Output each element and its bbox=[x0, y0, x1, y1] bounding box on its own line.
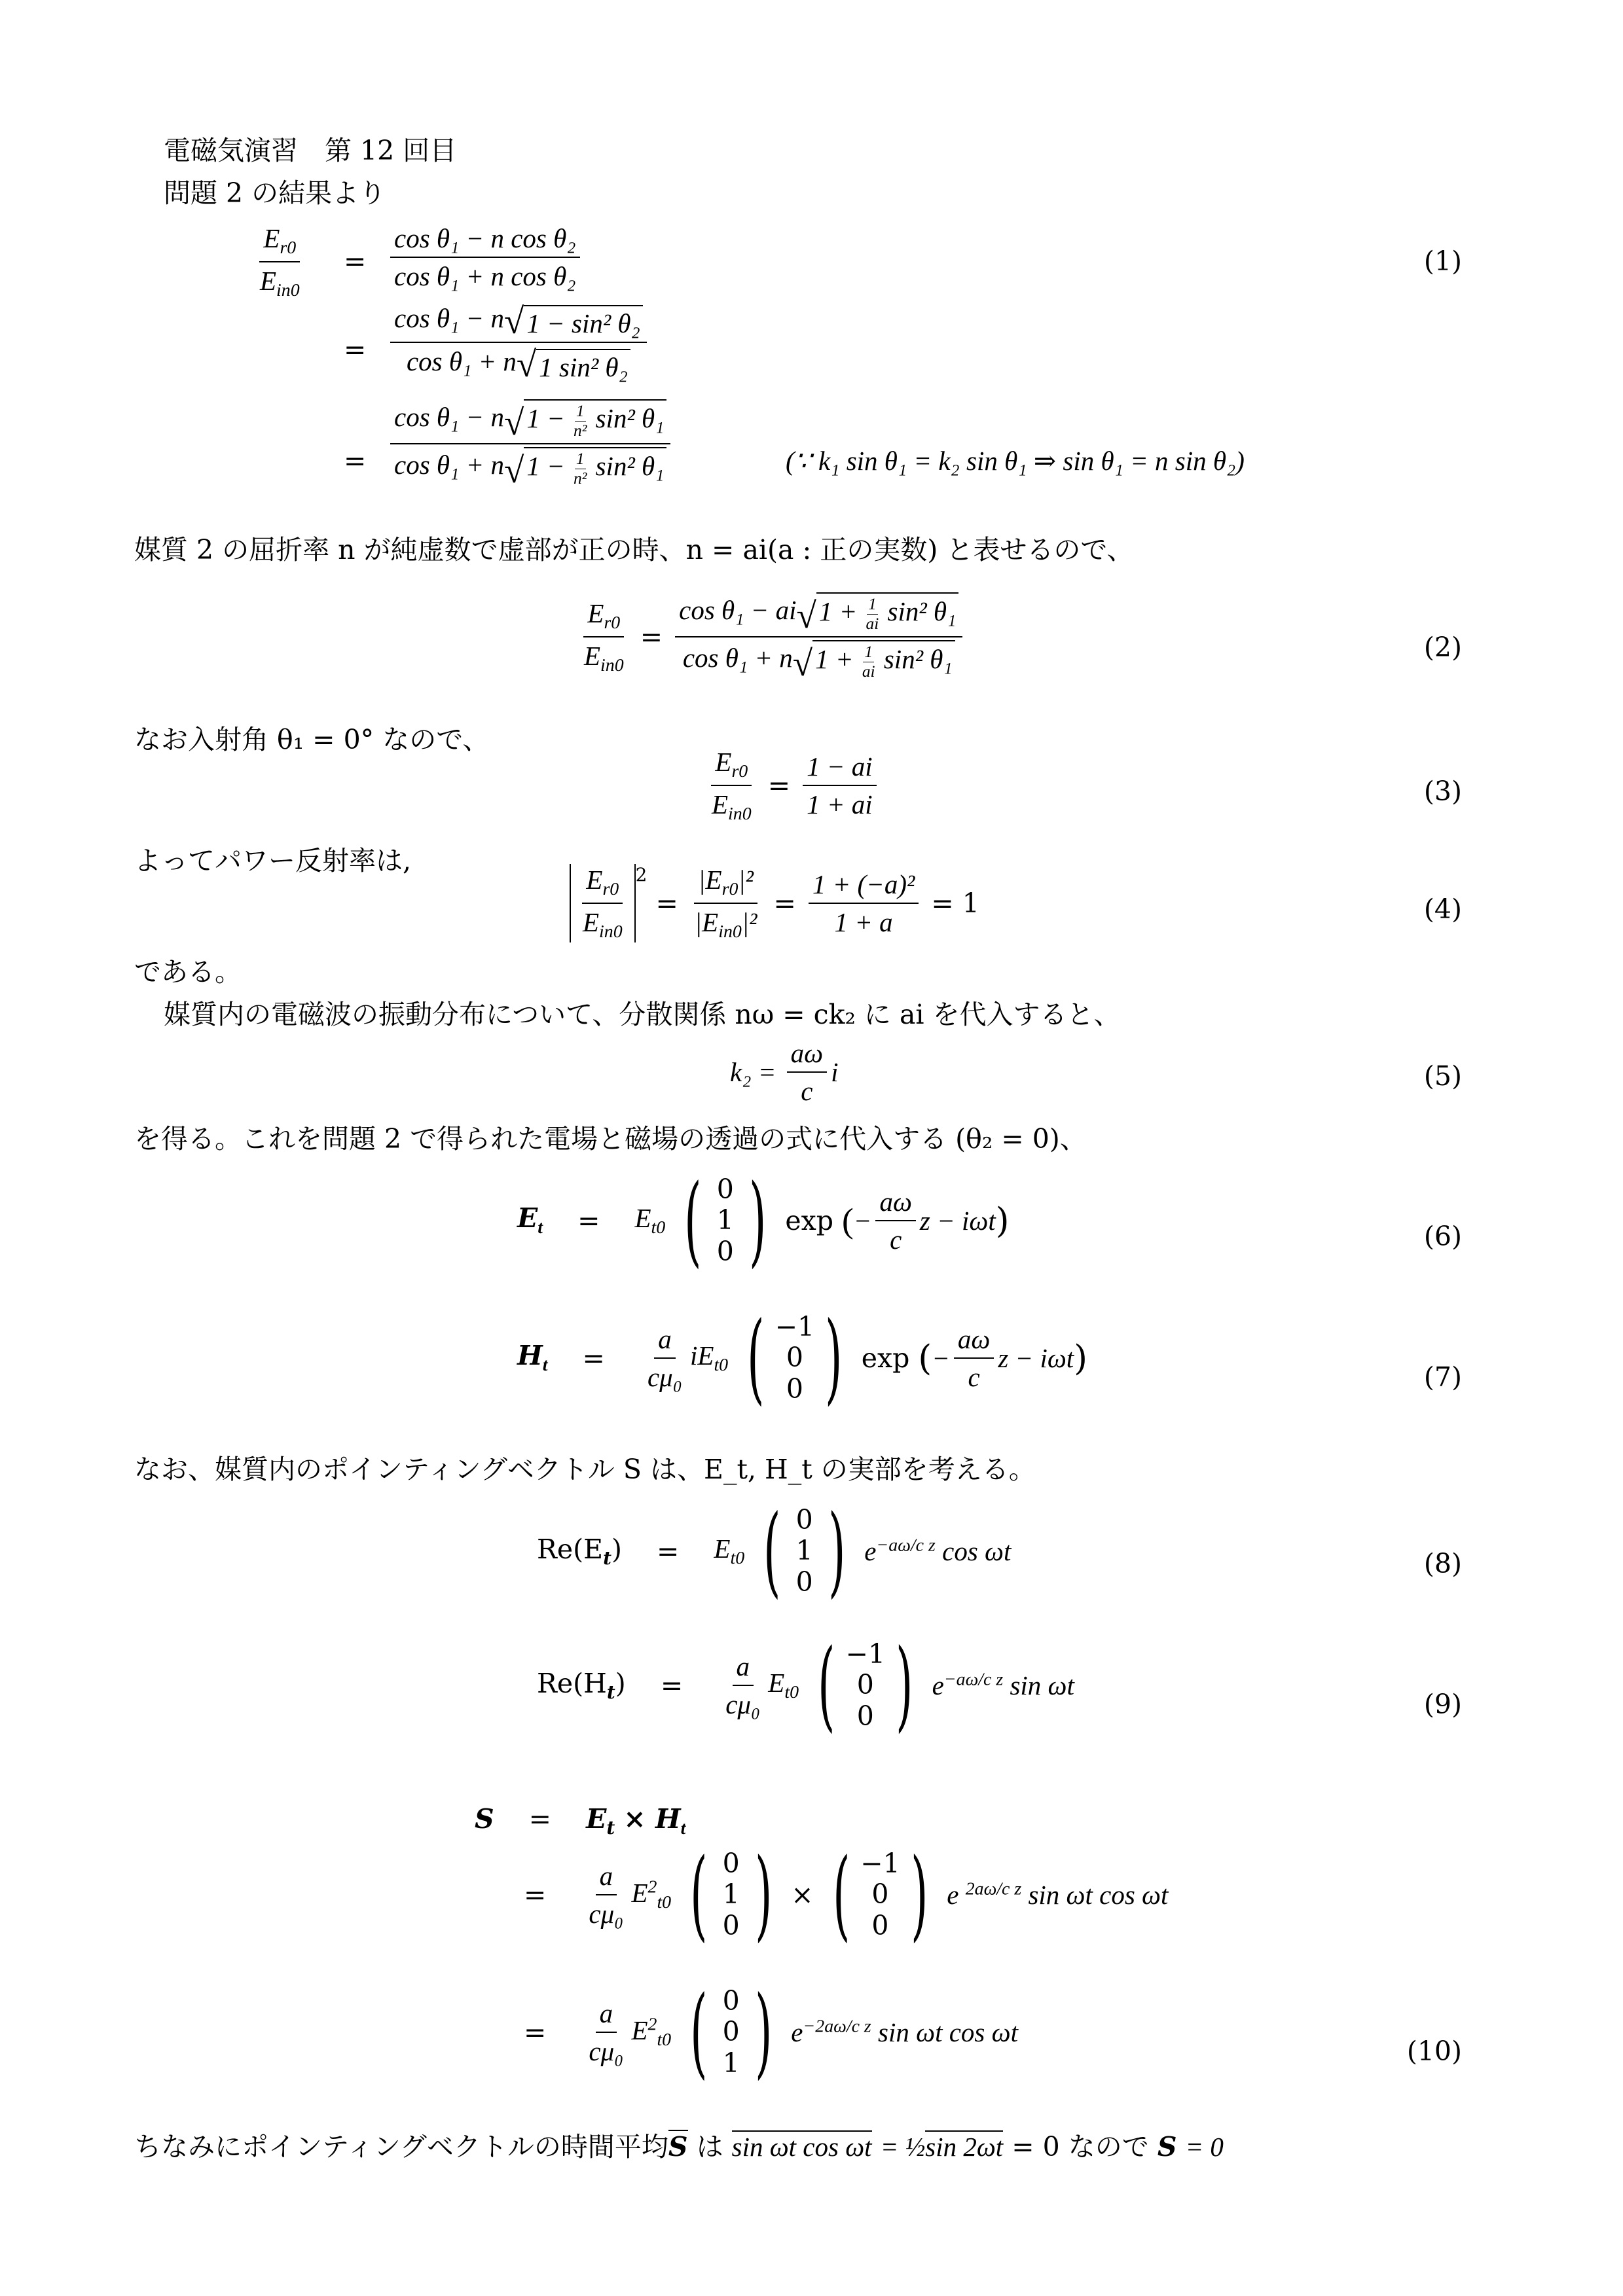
eq1-step2: cos θ₁ − n √ 1 − sin² θ₂ cos θ₁ + n √ 1 sin² θ₂ bbox=[386, 302, 651, 383]
eq5-number: (5) bbox=[1423, 1060, 1462, 1092]
document-title: 電磁気演習 第 12 回目 bbox=[164, 135, 457, 166]
eq5: k₂ = $\frac{a\omega}{c}$ i bbox=[730, 1038, 839, 1106]
paragraph-3: よってパワー反射率は, bbox=[134, 845, 412, 876]
eq9-number: (9) bbox=[1423, 1689, 1462, 1720]
eq10-line2: = $\frac{a}{\text{cμ₀}}$ $E^2_{t0}$ ( 0 1 0 ) × ( −1 0 0 ) e $^{2a\omega/c z}$ sin ωt cos ωt bbox=[524, 1838, 1169, 1952]
eq4-number: (4) bbox=[1423, 893, 1462, 925]
paragraph-6: を得る。これを問題 2 で得られた電場と磁場の透過の式に代入する (θ₂ = 0)、 bbox=[134, 1123, 1087, 1155]
intro-line: 問題 2 の結果より bbox=[164, 177, 386, 209]
eq4: $\frac{E_{r0}}{E_{in0}}$ $^2$ = $\frac{|E_{r0}|^2}{|E_{in0}|^2}$ = $\frac{\text{1 + (−a)²}}{1 + a}$ = 1 bbox=[570, 864, 979, 942]
paragraph-8: ちなみにポインティングベクトルの時間平均S は sin ωt cos ωt = ½sin 2ωt = 0 なので S = 0 bbox=[134, 2131, 1224, 2162]
paragraph-2: なお入射角 θ₁ = 0° なので、 bbox=[134, 724, 490, 755]
paragraph-1: 媒質 2 の屈折率 n が純虚数で虚部が正の時、n = ai(a : 正の実数) と表せるので、 bbox=[134, 534, 1134, 565]
eq1-reason: (∵ k₁ sin θ₁ = k₂ sin θ₁ ⇒ sin θ₁ = n sin θ₂) bbox=[786, 446, 1245, 476]
eq1-step1: $\frac{\text{cos θ₁ − n cos θ₂}}{\text{cos θ₁ + n cos θ₂}}$ bbox=[386, 223, 584, 292]
paragraph-4: である。 bbox=[134, 956, 242, 988]
eq10-line1: $S = E_t \times H_t$ bbox=[475, 1803, 686, 1839]
eq7: $H_t$ = $\frac{a}{\text{cμ₀}}$ $iE_{t0}$ ( −1 0 0 ) exp (− $\frac{a\omega}{c}$ z − iωt) bbox=[517, 1301, 1087, 1415]
eq1-equals-2: = bbox=[344, 334, 367, 365]
eq8-number: (8) bbox=[1423, 1548, 1462, 1579]
eq2-number: (2) bbox=[1423, 632, 1462, 663]
eq6-number: (6) bbox=[1423, 1221, 1462, 1252]
eq1-number: (1) bbox=[1423, 245, 1462, 277]
eq9: $Re(H_t)$ = $\frac{a}{\text{cμ₀}}$ $E_{t0}$ ( −1 0 0 ) $e^{-a\omega/c z}$ sin ωt bbox=[537, 1628, 1074, 1742]
eq1-step3: cos θ₁ − n √ 1 − $\frac{1}{\text{n²}}$ sin² θ₁ cos θ₁ + n √ 1 − $\frac{1}{\text{n²}}$ sin² θ₁ bbox=[386, 399, 674, 488]
paragraph-7: なお、媒質内のポインティングベクトル S は、E_t, H_t の実部を考える。 bbox=[134, 1454, 1036, 1485]
eq10-number: (10) bbox=[1406, 2036, 1462, 2067]
paragraph-5: 媒質内の電磁波の振動分布について、分散関係 nω = ck₂ に ai を代入すると、 bbox=[164, 999, 1121, 1030]
eq1-lhs: $\frac{E_{r0}}{E_{in0}}$ bbox=[260, 223, 300, 301]
eq10-line3: = $\frac{a}{\text{cμ₀}}$ $E^2_{t0}$ ( 0 0 1 ) $e^{-2a\omega/c z}$ sin ωt cos ωt bbox=[524, 1975, 1018, 2089]
eq3-number: (3) bbox=[1423, 776, 1462, 807]
eq1-equals-3: = bbox=[344, 445, 367, 476]
eq7-number: (7) bbox=[1423, 1361, 1462, 1393]
eq2: $\frac{E_{r0}}{E_{in0}}$ = cos θ₁ − ai √ 1 + $\frac{1}{ai}$ sin² θ₁ cos θ₁ + n √ 1 + $\frac{1}{ai}$ sin² θ₁ bbox=[576, 592, 966, 681]
eq1-equals-1: = bbox=[344, 245, 367, 277]
eq8: $Re(E_t) = E_{t0}$ ( 0 1 0 ) $e^{-a\omega/c z}$ cos ωt bbox=[537, 1494, 1012, 1608]
eq6: $E_t = E_{t0}$ ( 0 1 0 ) exp (− $\frac{a\omega}{c}$ z − iωt) bbox=[517, 1164, 1010, 1278]
eq3: $\frac{E_{r0}}{E_{in0}}$ = $\frac{1 - ai}{1 + ai}$ bbox=[704, 746, 881, 825]
